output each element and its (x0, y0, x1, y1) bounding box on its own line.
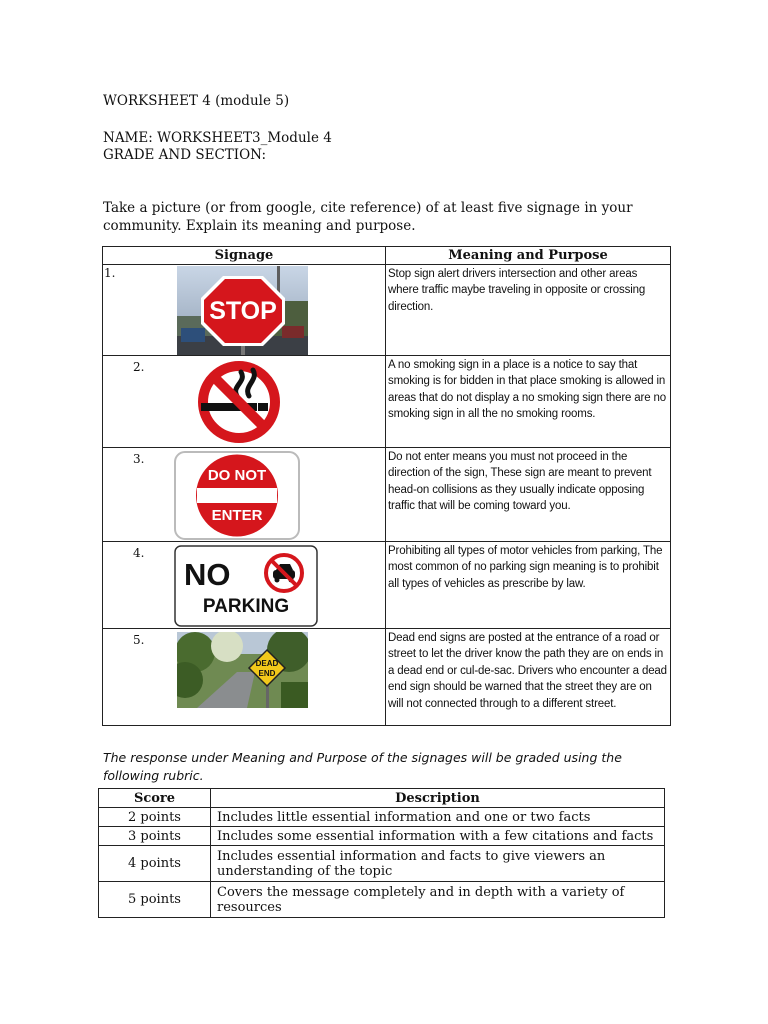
meaning-cell (386, 448, 671, 542)
name-line: NAME: WORKSHEET3_Module 4 (103, 130, 332, 146)
signage-cell (103, 448, 386, 542)
dead-end-sign-photo (177, 632, 308, 708)
table-row (99, 846, 665, 882)
rubric-note: The response under Meaning and Purpose of the signages will be graded using the following rubric. (103, 750, 622, 783)
row-number: 3. (133, 452, 145, 466)
score-column-header: Score (99, 789, 211, 808)
stop-sign-text: STOP (209, 297, 277, 325)
meaning-column-header: Meaning and Purpose (386, 247, 671, 265)
meaning-cell (386, 542, 671, 629)
table-row (99, 882, 665, 918)
end-text: END (258, 669, 276, 678)
meaning-text: A no smoking sign in a place is a notice to say that smoking is for bidden in that place smoking is allowed in areas that do not display a no smoking sign there are no smoking sign in all the no smoking rooms. (388, 359, 666, 421)
table-row (103, 448, 671, 542)
dead-text: DEAD (255, 659, 279, 668)
signage-cell (103, 265, 386, 356)
stop-sign-icon (177, 266, 308, 355)
meaning-cell (386, 356, 671, 448)
signage-cell (103, 542, 386, 629)
no-parking-icon (174, 545, 318, 627)
table-row (99, 827, 665, 846)
worksheet-title: WORKSHEET 4 (module 5) (103, 93, 290, 109)
no-text: NO (184, 557, 231, 592)
meaning-text: Do not enter means you must not proceed in the direction of the sign, These sign are meant to prevent head-on collisions as they usually indicate opposing traffic that will be coming toward you. (388, 451, 652, 513)
do-not-enter-sign (174, 451, 300, 540)
description-cell: Includes little essential information and one or two facts (211, 808, 665, 827)
signage-cell (103, 356, 386, 448)
description-cell: Covers the message completely and in depth with a variety of resources (211, 882, 665, 918)
signage-cell (103, 629, 386, 726)
signage-table-header (103, 247, 671, 265)
signage-table (102, 246, 671, 726)
meaning-text: Dead end signs are posted at the entrance of a road or street to let the driver know the path they are on ends in a dead end or cul-de-sac. Drivers who encounter a dead end sign should be warned that the street they are on will not connected through to a different street. (388, 632, 667, 710)
no-smoking-sign (177, 358, 301, 446)
table-row (103, 265, 671, 356)
score-cell: 5 points (99, 882, 211, 918)
table-row (99, 808, 665, 827)
description-column-header: Description (211, 789, 665, 808)
signage-column-header: Signage (103, 247, 386, 265)
enter-text: ENTER (211, 507, 263, 524)
row-number: 2. (133, 360, 145, 374)
score-cell: 2 points (99, 808, 211, 827)
row-number: 1. (104, 266, 116, 280)
parking-text: PARKING (202, 596, 290, 617)
table-row (103, 356, 671, 448)
description-cell: Includes some essential information with a few citations and facts (211, 827, 665, 846)
meaning-text: Prohibiting all types of motor vehicles from parking, The most common of no parking sign meaning is to prohibit all types of vehicles as prescribe by law. (388, 545, 663, 590)
do-not-text: DO NOT (207, 467, 267, 484)
meaning-cell (386, 629, 671, 726)
description-cell: Includes essential information and facts to give viewers an understanding of the topic (211, 846, 665, 882)
rubric-table-header (99, 789, 665, 808)
grade-section-line: GRADE AND SECTION: (103, 147, 267, 163)
row-number: 5. (133, 633, 145, 647)
no-parking-sign (174, 545, 318, 627)
table-row (103, 629, 671, 726)
dead-end-icon (177, 632, 308, 708)
rubric-table (98, 788, 665, 918)
meaning-text: Stop sign alert drivers intersection and other areas where traffic maybe traveling in opposite or crossing direction. (388, 268, 646, 313)
score-cell: 4 points (99, 846, 211, 882)
stop-sign-photo (177, 266, 308, 355)
table-row (103, 542, 671, 629)
score-cell: 3 points (99, 827, 211, 846)
meaning-cell (386, 265, 671, 356)
row-number: 4. (133, 546, 145, 560)
instructions: Take a picture (or from google, cite reference) of at least five signage in your community. Explain its meaning and purpose. (103, 200, 633, 234)
no-smoking-icon (177, 358, 301, 446)
do-not-enter-icon (174, 451, 300, 540)
